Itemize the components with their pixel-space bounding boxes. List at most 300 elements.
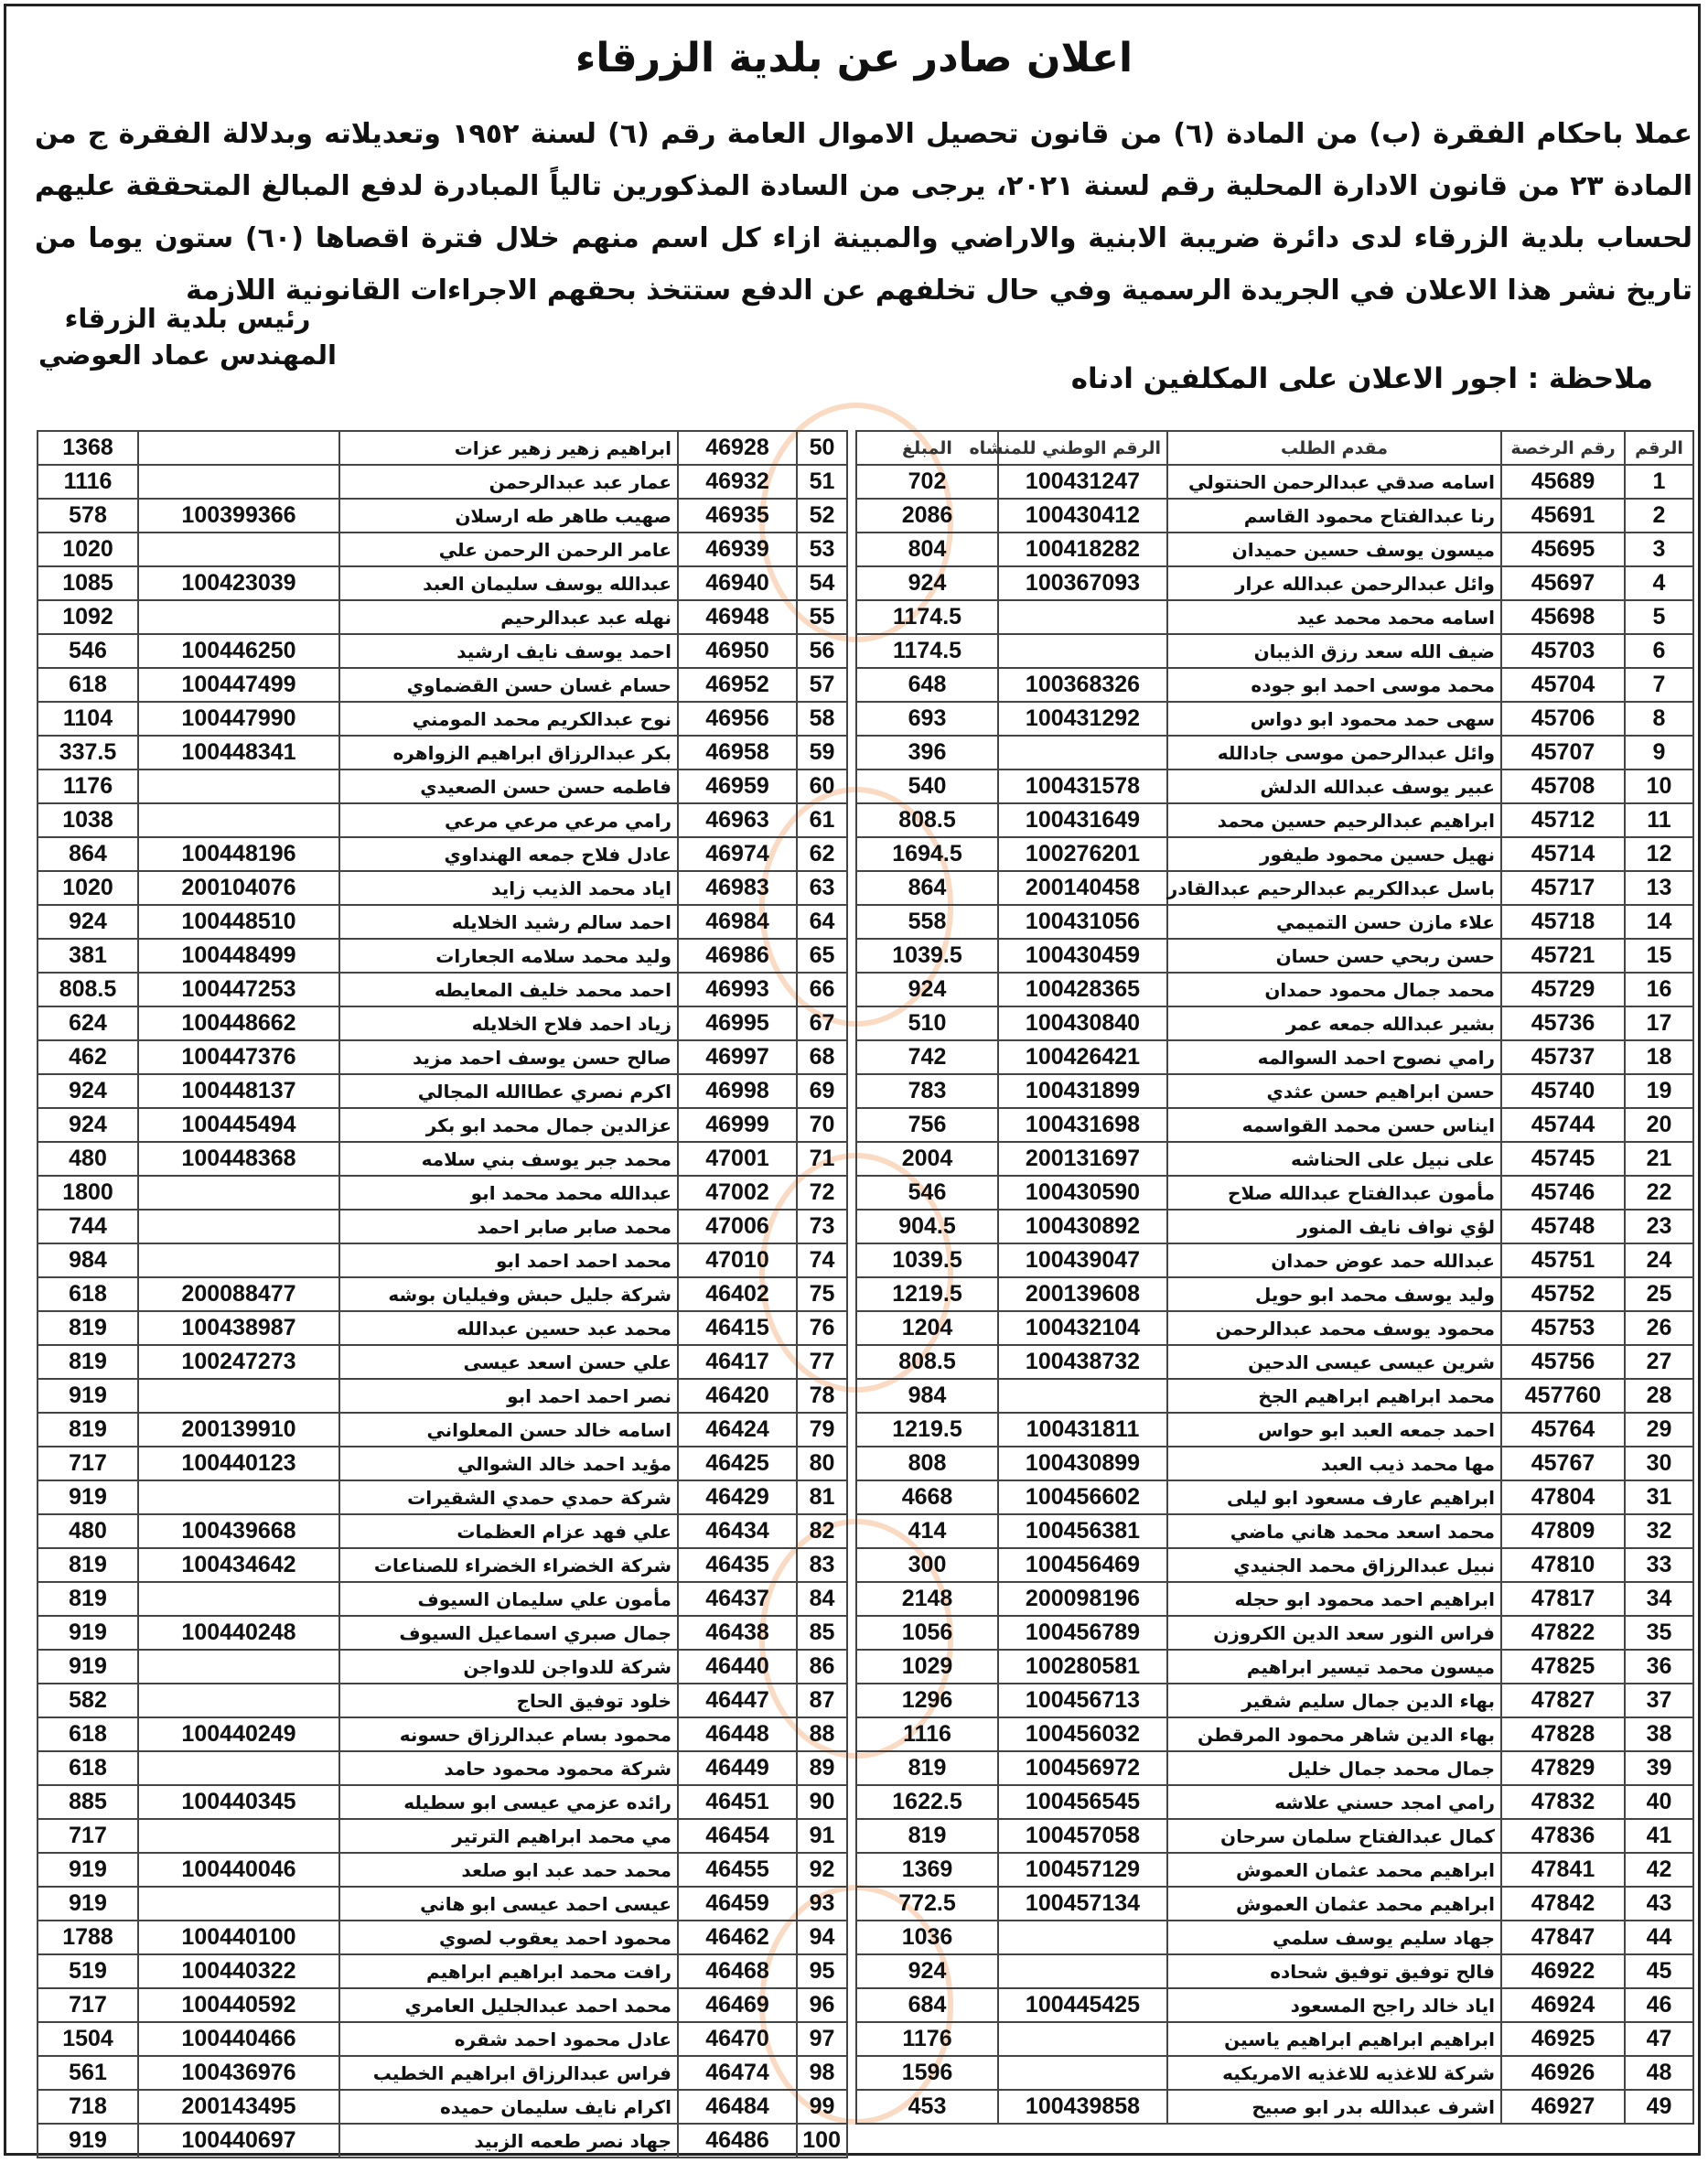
- cell-national-id: 100430840: [998, 1006, 1167, 1040]
- cell-amount: 1020: [38, 533, 138, 566]
- cell-license: 45745: [1501, 1142, 1625, 1176]
- table-row: [38, 1853, 847, 1887]
- cell-seq: 81: [797, 1480, 847, 1514]
- cell-license: 45718: [1501, 905, 1625, 939]
- cell-national-id: 200143495: [138, 2090, 339, 2124]
- cell-applicant: حسن ربحي حسن حسان: [1167, 939, 1501, 973]
- cell-applicant: شركة للاغذيه للاغذيه الامريكيه: [1167, 2056, 1501, 2090]
- table-row: [38, 736, 847, 769]
- fees-note: ملاحظة : اجور الاعلان على المكلفين ادناه: [1070, 362, 1653, 395]
- table-row: [856, 1277, 1693, 1311]
- cell-applicant: بهاء الدين شاهر محمود المرقطن: [1167, 1717, 1501, 1751]
- table-row: [38, 1582, 847, 1616]
- cell-applicant: بشير عبدالله جمعه عمر: [1167, 1006, 1501, 1040]
- cell-amount: 1504: [38, 2022, 138, 2056]
- cell-national-id: 100440100: [138, 1921, 339, 1954]
- cell-amount: 924: [38, 1108, 138, 1142]
- cell-seq: 52: [797, 499, 847, 533]
- cell-amount: 453: [856, 2090, 998, 2124]
- cell-license: 45698: [1501, 600, 1625, 634]
- cell-applicant: ابراهيم احمد محمود ابو حجله: [1167, 1582, 1501, 1616]
- cell-license: 46429: [678, 1480, 797, 1514]
- cell-seq: 7: [1625, 668, 1693, 702]
- cell-license: 46437: [678, 1582, 797, 1616]
- cell-amount: 1622.5: [856, 1785, 998, 1819]
- cell-applicant: ميسون محمد تيسير ابراهيم: [1167, 1650, 1501, 1684]
- cell-seq: 10: [1625, 769, 1693, 803]
- table-row: [856, 499, 1693, 533]
- cell-license: 46470: [678, 2022, 797, 2056]
- table-row: [38, 1954, 847, 1988]
- cell-license: 46435: [678, 1548, 797, 1582]
- cell-seq: 42: [1625, 1853, 1693, 1887]
- table-row: [856, 1176, 1693, 1210]
- cell-amount: 546: [856, 1176, 998, 1210]
- cell-amount: 396: [856, 736, 998, 769]
- cell-applicant: محمد صابر صابر احمد: [339, 1210, 678, 1243]
- cell-amount: 1176: [38, 769, 138, 803]
- cell-amount: 919: [38, 1887, 138, 1921]
- table-row: [856, 1480, 1693, 1514]
- cell-applicant: ابراهيم محمد عثمان العموش: [1167, 1887, 1501, 1921]
- cell-seq: 50: [797, 431, 847, 465]
- cell-seq: 21: [1625, 1142, 1693, 1176]
- cell-license: 46459: [678, 1887, 797, 1921]
- cell-license: 46438: [678, 1616, 797, 1650]
- cell-amount: 4668: [856, 1480, 998, 1514]
- cell-applicant: نصر احمد احمد ابو: [339, 1379, 678, 1413]
- table-row: [38, 1142, 847, 1176]
- table-row: [856, 973, 1693, 1006]
- taxpayers-table-right: [855, 430, 1694, 2125]
- signature-title: رئيس بلدية الزرقاء: [64, 303, 311, 334]
- cell-seq: 80: [797, 1447, 847, 1480]
- cell-amount: 819: [38, 1345, 138, 1379]
- cell-applicant: حسام غسان حسن القضماوي: [339, 668, 678, 702]
- cell-national-id: [138, 1379, 339, 1413]
- table-header-row: [856, 431, 1693, 465]
- cell-amount: 819: [38, 1582, 138, 1616]
- cell-amount: 618: [38, 1277, 138, 1311]
- cell-license: 45753: [1501, 1311, 1625, 1345]
- table-row: [38, 905, 847, 939]
- cell-amount: 808.5: [38, 973, 138, 1006]
- table-row: [38, 1819, 847, 1853]
- cell-amount: 337.5: [38, 736, 138, 769]
- table-row: [856, 1379, 1693, 1413]
- cell-seq: 14: [1625, 905, 1693, 939]
- signature-block: [37, 300, 338, 373]
- cell-license: 46402: [678, 1277, 797, 1311]
- cell-amount: 480: [38, 1514, 138, 1548]
- cell-applicant: كمال عبدالفتاح سلمان سرحان: [1167, 1819, 1501, 1853]
- cell-amount: 924: [856, 973, 998, 1006]
- cell-license: 45707: [1501, 736, 1625, 769]
- cell-applicant: اشرف عبدالله بدر ابو صبيح: [1167, 2090, 1501, 2124]
- cell-license: 45703: [1501, 634, 1625, 668]
- cell-applicant: احمد يوسف نايف ارشيد: [339, 634, 678, 668]
- cell-amount: 1369: [856, 1853, 998, 1887]
- cell-seq: 23: [1625, 1210, 1693, 1243]
- cell-license: 45748: [1501, 1210, 1625, 1243]
- cell-license: 47841: [1501, 1853, 1625, 1887]
- cell-seq: 88: [797, 1717, 847, 1751]
- table-row: [38, 1379, 847, 1413]
- cell-applicant: عمار عبد عبدالرحمن: [339, 465, 678, 499]
- cell-seq: 48: [1625, 2056, 1693, 2090]
- cell-license: 46455: [678, 1853, 797, 1887]
- cell-applicant: رائده عزمي عيسى ابو سطيله: [339, 1785, 678, 1819]
- cell-applicant: عيسى احمد عيسى ابو هاني: [339, 1887, 678, 1921]
- cell-seq: 30: [1625, 1447, 1693, 1480]
- cell-national-id: 100448662: [138, 1006, 339, 1040]
- cell-amount: 618: [38, 1717, 138, 1751]
- cell-seq: 97: [797, 2022, 847, 2056]
- cell-national-id: 100428365: [998, 973, 1167, 1006]
- table-row: [856, 736, 1693, 769]
- cell-amount: 702: [856, 465, 998, 499]
- cell-amount: 558: [856, 905, 998, 939]
- cell-amount: 808.5: [856, 1345, 998, 1379]
- table-row: [856, 1040, 1693, 1074]
- cell-applicant: عزالدين جمال محمد ابو بكر: [339, 1108, 678, 1142]
- cell-license: 45752: [1501, 1277, 1625, 1311]
- table-row: [856, 905, 1693, 939]
- cell-national-id: 100440592: [138, 1988, 339, 2022]
- cell-amount: 819: [856, 1751, 998, 1785]
- cell-seq: 78: [797, 1379, 847, 1413]
- cell-seq: 9: [1625, 736, 1693, 769]
- cell-applicant: مأمون علي سليمان السيوف: [339, 1582, 678, 1616]
- cell-seq: 70: [797, 1108, 847, 1142]
- cell-seq: 2: [1625, 499, 1693, 533]
- cell-national-id: [998, 736, 1167, 769]
- cell-amount: 717: [38, 1988, 138, 2022]
- cell-amount: 693: [856, 702, 998, 736]
- cell-national-id: [138, 1210, 339, 1243]
- cell-national-id: 100431578: [998, 769, 1167, 803]
- cell-national-id: 100445425: [998, 1988, 1167, 2022]
- cell-national-id: 100446250: [138, 634, 339, 668]
- cell-seq: 95: [797, 1954, 847, 1988]
- cell-national-id: 100430892: [998, 1210, 1167, 1243]
- cell-amount: 462: [38, 1040, 138, 1074]
- cell-amount: 1029: [856, 1650, 998, 1684]
- table-row: [38, 465, 847, 499]
- col-header-seq: الرقم: [1625, 431, 1693, 465]
- cell-national-id: 200104076: [138, 871, 339, 905]
- table-row: [38, 566, 847, 600]
- cell-applicant: عبدالله يوسف سليمان العبد: [339, 566, 678, 600]
- table-row: [856, 1921, 1693, 1954]
- table-row: [856, 837, 1693, 871]
- table-row: [856, 1413, 1693, 1447]
- cell-amount: 804: [856, 533, 998, 566]
- table-row: [856, 1785, 1693, 1819]
- cell-amount: 480: [38, 1142, 138, 1176]
- cell-amount: 582: [38, 1684, 138, 1717]
- cell-applicant: لؤي نواف نايف المنور: [1167, 1210, 1501, 1243]
- cell-license: 45721: [1501, 939, 1625, 973]
- cell-applicant: حسن ابراهيم حسن عثدي: [1167, 1074, 1501, 1108]
- cell-national-id: 100440046: [138, 1853, 339, 1887]
- cell-amount: 414: [856, 1514, 998, 1548]
- cell-applicant: علاء مازن حسن التميمي: [1167, 905, 1501, 939]
- cell-license: 45736: [1501, 1006, 1625, 1040]
- table-row: [856, 1243, 1693, 1277]
- cell-applicant: باسل عبدالكريم عبدالرحيم عبدالقادر: [1167, 871, 1501, 905]
- cell-seq: 43: [1625, 1887, 1693, 1921]
- cell-license: 47827: [1501, 1684, 1625, 1717]
- table-row: [38, 803, 847, 837]
- cell-applicant: جهاد نصر طعمه الزبيد: [339, 2124, 678, 2158]
- table-row: [38, 2090, 847, 2124]
- cell-license: 45712: [1501, 803, 1625, 837]
- cell-national-id: [138, 1684, 339, 1717]
- cell-national-id: 100440466: [138, 2022, 339, 2056]
- table-row: [856, 1887, 1693, 1921]
- cell-applicant: محمود يوسف محمد عبدالرحمن: [1167, 1311, 1501, 1345]
- table-row: [856, 871, 1693, 905]
- cell-seq: 77: [797, 1345, 847, 1379]
- cell-applicant: ابراهيم ابراهيم ابراهيم ياسين: [1167, 2022, 1501, 2056]
- table-row: [38, 1921, 847, 1954]
- cell-seq: 19: [1625, 1074, 1693, 1108]
- cell-applicant: محمود احمد يعقوب لصوي: [339, 1921, 678, 1954]
- cell-applicant: شركة حمدي حمدي الشقيرات: [339, 1480, 678, 1514]
- cell-national-id: [138, 1480, 339, 1514]
- col-header-national-id: الرقم الوطني للمنشاه: [998, 431, 1167, 465]
- cell-license: 46449: [678, 1751, 797, 1785]
- cell-national-id: [998, 2022, 1167, 2056]
- cell-seq: 56: [797, 634, 847, 668]
- cell-seq: 11: [1625, 803, 1693, 837]
- cell-license: 46999: [678, 1108, 797, 1142]
- table-row: [38, 1988, 847, 2022]
- table-row: [38, 1311, 847, 1345]
- table-row: [38, 668, 847, 702]
- cell-applicant: رامي مرعي مرعي مرعي: [339, 803, 678, 837]
- cell-license: 47847: [1501, 1921, 1625, 1954]
- cell-applicant: علي فهد عزام العظمات: [339, 1514, 678, 1548]
- cell-seq: 75: [797, 1277, 847, 1311]
- cell-national-id: 100440123: [138, 1447, 339, 1480]
- cell-amount: 1368: [38, 431, 138, 465]
- cell-seq: 99: [797, 2090, 847, 2124]
- cell-amount: 381: [38, 939, 138, 973]
- cell-national-id: 100448368: [138, 1142, 339, 1176]
- cell-seq: 58: [797, 702, 847, 736]
- cell-amount: 1092: [38, 600, 138, 634]
- cell-national-id: 100430459: [998, 939, 1167, 973]
- cell-amount: 919: [38, 1650, 138, 1684]
- table-row: [38, 973, 847, 1006]
- cell-national-id: 100431811: [998, 1413, 1167, 1447]
- cell-amount: 1085: [38, 566, 138, 600]
- cell-license: 46995: [678, 1006, 797, 1040]
- cell-applicant: اسامه محمد محمد عيد: [1167, 600, 1501, 634]
- table-row: [856, 1819, 1693, 1853]
- cell-national-id: 100457058: [998, 1819, 1167, 1853]
- cell-amount: 819: [38, 1548, 138, 1582]
- cell-license: 46474: [678, 2056, 797, 2090]
- cell-applicant: محمد ابراهيم ابراهيم الجخ: [1167, 1379, 1501, 1413]
- cell-seq: 16: [1625, 973, 1693, 1006]
- cell-national-id: 100368326: [998, 668, 1167, 702]
- cell-amount: 864: [38, 837, 138, 871]
- cell-applicant: شركة جليل حبش وفيليان بوشه: [339, 1277, 678, 1311]
- cell-national-id: 100440249: [138, 1717, 339, 1751]
- cell-seq: 41: [1625, 1819, 1693, 1853]
- cell-seq: 73: [797, 1210, 847, 1243]
- cell-applicant: فراس النور سعد الدين الكروزن: [1167, 1616, 1501, 1650]
- cell-applicant: صهيب طاهر طه ارسلان: [339, 499, 678, 533]
- cell-applicant: وليد محمد سلامه الجعارات: [339, 939, 678, 973]
- cell-applicant: رامي نصوح احمد السوالمه: [1167, 1040, 1501, 1074]
- cell-amount: 783: [856, 1074, 998, 1108]
- cell-license: 457760: [1501, 1379, 1625, 1413]
- cell-license: 45740: [1501, 1074, 1625, 1108]
- cell-national-id: 100436976: [138, 2056, 339, 2090]
- cell-applicant: رافت محمد ابراهيم ابراهيم: [339, 1954, 678, 1988]
- cell-applicant: عبدالله حمد عوض حمدان: [1167, 1243, 1501, 1277]
- cell-seq: 100: [797, 2124, 847, 2158]
- cell-amount: 924: [38, 1074, 138, 1108]
- cell-amount: 919: [38, 1853, 138, 1887]
- cell-license: 46983: [678, 871, 797, 905]
- cell-national-id: 200139910: [138, 1413, 339, 1447]
- cell-national-id: 100456789: [998, 1616, 1167, 1650]
- cell-national-id: 100448137: [138, 1074, 339, 1108]
- cell-seq: 74: [797, 1243, 847, 1277]
- cell-applicant: محمد موسى احمد ابو جوده: [1167, 668, 1501, 702]
- cell-amount: 819: [856, 1819, 998, 1853]
- table-row: [856, 1650, 1693, 1684]
- cell-national-id: 100430412: [998, 499, 1167, 533]
- cell-applicant: شركة محمود محمود حامد: [339, 1751, 678, 1785]
- cell-amount: 546: [38, 634, 138, 668]
- cell-amount: 1800: [38, 1176, 138, 1210]
- cell-seq: 86: [797, 1650, 847, 1684]
- cell-seq: 92: [797, 1853, 847, 1887]
- cell-applicant: محمد جبر يوسف بني سلامه: [339, 1142, 678, 1176]
- cell-seq: 85: [797, 1616, 847, 1650]
- cell-amount: 1219.5: [856, 1277, 998, 1311]
- table-row: [856, 1447, 1693, 1480]
- cell-license: 46958: [678, 736, 797, 769]
- cell-national-id: [138, 1176, 339, 1210]
- cell-license: 46424: [678, 1413, 797, 1447]
- cell-amount: 919: [38, 1379, 138, 1413]
- cell-amount: 819: [38, 1413, 138, 1447]
- cell-national-id: [138, 1887, 339, 1921]
- cell-seq: 65: [797, 939, 847, 973]
- table-row: [856, 634, 1693, 668]
- cell-applicant: محمد احمد عبدالجليل العامري: [339, 1988, 678, 2022]
- cell-applicant: اسامه خالد حسن المعلواني: [339, 1413, 678, 1447]
- cell-amount: 1038: [38, 803, 138, 837]
- cell-seq: 40: [1625, 1785, 1693, 1819]
- cell-amount: 540: [856, 769, 998, 803]
- table-row: [38, 1616, 847, 1650]
- cell-seq: 63: [797, 871, 847, 905]
- cell-license: 45697: [1501, 566, 1625, 600]
- cell-applicant: محمد اسعد محمد هاني ماضي: [1167, 1514, 1501, 1548]
- cell-amount: 1204: [856, 1311, 998, 1345]
- cell-amount: 2086: [856, 499, 998, 533]
- cell-applicant: ميسون يوسف حسين حميدان: [1167, 533, 1501, 566]
- cell-national-id: 100438732: [998, 1345, 1167, 1379]
- cell-national-id: 100247273: [138, 1345, 339, 1379]
- cell-license: 45744: [1501, 1108, 1625, 1142]
- cell-applicant: محمد حمد عبد ابو صلعد: [339, 1853, 678, 1887]
- cell-seq: 47: [1625, 2022, 1693, 2056]
- cell-applicant: اياد محمد الذيب زايد: [339, 871, 678, 905]
- cell-national-id: 100423039: [138, 566, 339, 600]
- cell-national-id: [138, 1650, 339, 1684]
- cell-applicant: اكرام نايف سليمان حميده: [339, 2090, 678, 2124]
- cell-seq: 61: [797, 803, 847, 837]
- cell-applicant: شركة للدواجن للدواجن: [339, 1650, 678, 1684]
- cell-applicant: رنا عبدالفتاح محمود القاسم: [1167, 499, 1501, 533]
- cell-license: 45717: [1501, 871, 1625, 905]
- cell-license: 47010: [678, 1243, 797, 1277]
- cell-amount: 984: [856, 1379, 998, 1413]
- table-row: [38, 1108, 847, 1142]
- cell-seq: 39: [1625, 1751, 1693, 1785]
- table-row: [856, 1514, 1693, 1548]
- cell-seq: 8: [1625, 702, 1693, 736]
- cell-seq: 1: [1625, 465, 1693, 499]
- cell-seq: 22: [1625, 1176, 1693, 1210]
- cell-license: 45729: [1501, 973, 1625, 1006]
- cell-seq: 28: [1625, 1379, 1693, 1413]
- table-row: [38, 1717, 847, 1751]
- cell-applicant: على نبيل على الحناشه: [1167, 1142, 1501, 1176]
- cell-seq: 79: [797, 1413, 847, 1447]
- cell-applicant: ابراهيم زهير زهير عزات: [339, 431, 678, 465]
- cell-license: 46440: [678, 1650, 797, 1684]
- table-row: [856, 1108, 1693, 1142]
- table-row: [856, 1582, 1693, 1616]
- cell-applicant: مؤيد احمد خالد الشوالي: [339, 1447, 678, 1480]
- cell-applicant: وائل عبدالرحمن موسى جادالله: [1167, 736, 1501, 769]
- cell-license: 46932: [678, 465, 797, 499]
- cell-license: 46420: [678, 1379, 797, 1413]
- cell-applicant: محمد عبد حسين عبدالله: [339, 1311, 678, 1345]
- cell-seq: 76: [797, 1311, 847, 1345]
- cell-amount: 510: [856, 1006, 998, 1040]
- cell-national-id: [138, 803, 339, 837]
- cell-license: 46451: [678, 1785, 797, 1819]
- table-row: [856, 1074, 1693, 1108]
- cell-applicant: فالح توفيق توفيق شحاده: [1167, 1954, 1501, 1988]
- cell-national-id: [138, 1243, 339, 1277]
- cell-seq: 68: [797, 1040, 847, 1074]
- cell-amount: 624: [38, 1006, 138, 1040]
- cell-seq: 34: [1625, 1582, 1693, 1616]
- col-header-amount: المبلغ: [856, 431, 998, 465]
- cell-license: 47001: [678, 1142, 797, 1176]
- table-row: [856, 1548, 1693, 1582]
- cell-seq: 33: [1625, 1548, 1693, 1582]
- cell-national-id: [138, 769, 339, 803]
- cell-national-id: 100439047: [998, 1243, 1167, 1277]
- cell-national-id: 100439858: [998, 2090, 1167, 2124]
- table-row: [856, 533, 1693, 566]
- cell-amount: 1174.5: [856, 634, 998, 668]
- cell-applicant: اسامه صدقي عبدالرحمن الحنتولي: [1167, 465, 1501, 499]
